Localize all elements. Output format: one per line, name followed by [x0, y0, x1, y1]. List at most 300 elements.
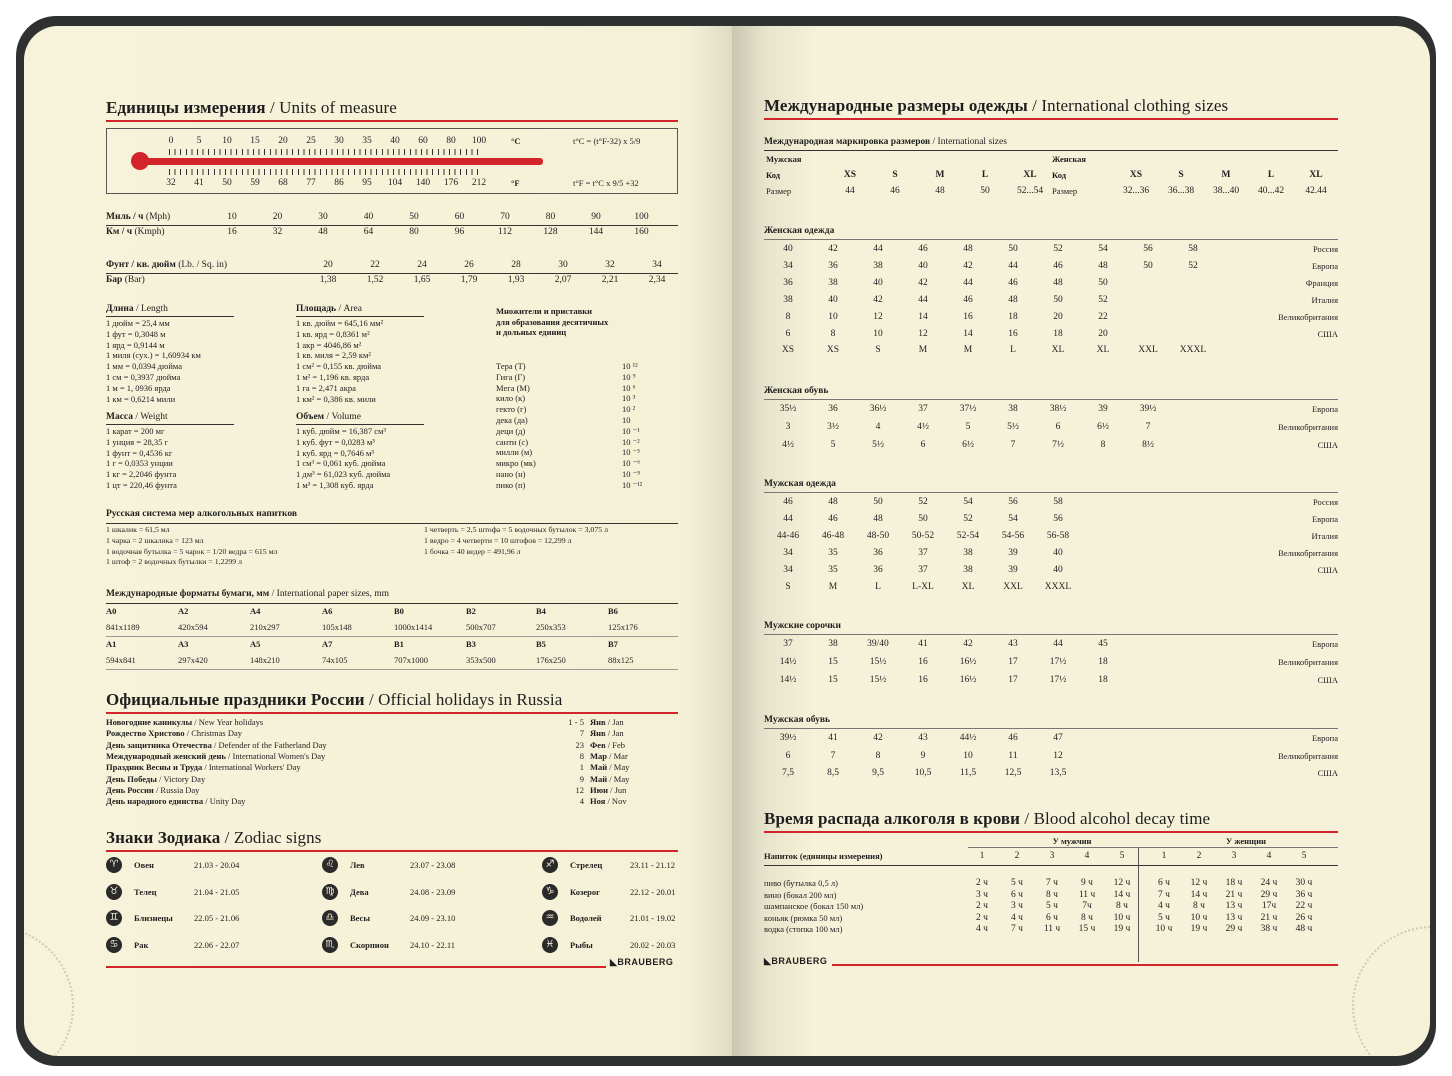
pressure-bar-value: 1,52	[366, 275, 384, 285]
zodiac-name: Скорпион	[350, 939, 389, 950]
size-cell: 58	[1188, 244, 1198, 254]
speed-mph-value: 100	[634, 212, 649, 222]
speed-divider	[106, 225, 678, 226]
size-cell: 52	[918, 497, 928, 507]
footer-divider	[106, 966, 606, 968]
fahrenheit-tick: 140	[415, 178, 431, 188]
size-country: Великобритания	[1278, 422, 1338, 432]
brand-mark-icon: ◣	[610, 957, 618, 967]
fahrenheit-tick: 95	[362, 178, 372, 188]
women-time: 21 ч	[1260, 912, 1278, 923]
zodiac-dates: 23.07 - 23.08	[410, 860, 456, 870]
fahrenheit-tick: 176	[443, 178, 459, 188]
size-cell: 56	[1008, 497, 1018, 507]
size-cell: 7	[830, 750, 836, 761]
drink-header: Напиток (единицы измерения)	[764, 851, 883, 861]
brand-logo	[610, 957, 673, 968]
units-title-en: / Units of measure	[265, 98, 397, 117]
zodiac-sign-icon: ♐	[542, 857, 558, 873]
list-item: 1 куб. дюйм = 16,387 см³	[296, 426, 386, 436]
size-cell: 38	[873, 260, 883, 271]
size-cell: 56	[1053, 514, 1063, 524]
section-divider	[764, 118, 1338, 120]
size-cell: 44	[1053, 639, 1063, 649]
size-cell: 16	[1008, 328, 1018, 339]
size-cell: 39	[1008, 565, 1018, 575]
size-cell: 18	[1008, 311, 1018, 322]
size-cell: 48	[828, 497, 838, 507]
size-country: Россия	[1313, 244, 1338, 254]
list-item: 1 см = 0,3937 дюйма	[106, 371, 181, 382]
size-cell: 6	[1055, 422, 1061, 432]
size-cell: 36½	[869, 404, 887, 414]
size-country: Франция	[1305, 277, 1338, 288]
list-item: 10 ⁻³	[622, 447, 640, 458]
size-cell: 17	[1008, 675, 1018, 685]
male-size: 46	[890, 186, 900, 196]
size-cell: 50	[918, 514, 928, 524]
list-item: 1 м = 1, 0936 ярда	[106, 382, 171, 393]
zodiac-sign-icon: ♎	[322, 910, 338, 926]
size-cell: 39	[1008, 548, 1018, 558]
holiday-month-en: / Jan	[605, 717, 624, 727]
size-cell: 44	[1008, 260, 1018, 271]
size-cell: 40	[1053, 565, 1063, 575]
celsius-tick: 35	[362, 136, 372, 146]
holiday-month	[590, 740, 625, 750]
size-cell: 5	[830, 440, 836, 450]
holiday-month	[590, 751, 628, 761]
size-cell: 48	[1098, 260, 1108, 271]
size-cell: 38½	[1049, 404, 1067, 414]
women-header: У женщин	[1225, 836, 1267, 846]
women-time: 36 ч	[1295, 889, 1313, 900]
list-item: 1 цт = 220,46 фунта	[106, 479, 177, 490]
women-time: 12 ч	[1190, 878, 1208, 888]
list-item: 1 фут = 0,3048 м	[106, 328, 166, 339]
paper-title	[106, 589, 389, 599]
zodiac-dates: 21.04 - 21.05	[194, 886, 240, 897]
size-cell: 36	[828, 404, 838, 414]
size-cell: 56	[1143, 244, 1153, 254]
brand-name: BRAUBERG	[771, 956, 828, 966]
holiday-day: 7	[579, 728, 584, 739]
size-cell: 38	[783, 294, 793, 305]
holiday-day: 9	[579, 773, 584, 784]
paper-cell: B4	[536, 606, 546, 616]
pressure-psi-value: 28	[511, 260, 521, 270]
list-item: 1 фунт = 0,4536 кг	[106, 447, 173, 458]
size-cell: XXXL	[1044, 582, 1072, 592]
clothing-title-ru: Международные размеры одежды	[764, 96, 1028, 115]
length-title-en: / Length	[133, 304, 168, 314]
holiday-month-ru: Янв	[590, 717, 606, 727]
male-header: Мужская	[766, 154, 802, 164]
size-cell: 20	[1098, 328, 1108, 339]
size-cell: 37½	[959, 404, 977, 414]
fahrenheit-tick: 86	[334, 178, 344, 188]
size-cell: S	[785, 582, 791, 592]
paper-cell: B1	[394, 639, 404, 649]
speed-mph-value: 30	[318, 212, 328, 222]
zodiac-dates: 20.02 - 20.03	[630, 939, 676, 950]
speed-kmh-value: 64	[363, 227, 374, 237]
female-size: 32...36	[1122, 186, 1150, 196]
holiday-month-en: / Feb	[605, 739, 626, 750]
speed-mph-value: 60	[454, 212, 465, 222]
women-time: 38 ч	[1260, 924, 1278, 934]
size-section-divider	[764, 492, 1338, 493]
zodiac-dates: 23.11 - 21.12	[630, 860, 676, 870]
paper-row-divider	[106, 669, 678, 670]
paper-cell: 353x500	[466, 655, 496, 665]
men-time: 6 ч	[1011, 889, 1023, 900]
size-section-title: Мужские сорочки	[764, 621, 841, 631]
list-item: 1 кг = 2,2046 фунта	[106, 469, 177, 480]
size-cell: 6	[785, 328, 791, 339]
men-unit: 4	[1084, 851, 1090, 861]
holiday-name-ru: Новогодние каникулы	[106, 717, 193, 727]
pressure-psi-value: 26	[464, 260, 474, 270]
list-item: 1 акр = 4046,86 м²	[296, 339, 362, 350]
paper-cell: B6	[608, 606, 618, 616]
holiday-name-en: / Christmas Day	[184, 728, 243, 739]
size-cell: 9,5	[872, 768, 884, 778]
paper-cell: 105x148	[322, 622, 352, 632]
holiday-name-en: / International Women's Day	[225, 750, 326, 761]
list-item: микро (мк)	[496, 458, 536, 469]
size-cell: 50	[1098, 277, 1108, 288]
size-cell: 40	[828, 294, 838, 305]
fahrenheit-formula: t°F = t°C x 9/5 +32	[573, 178, 639, 188]
men-time: 10 ч	[1113, 912, 1131, 923]
men-time: 14 ч	[1113, 889, 1131, 900]
size-country: Европа	[1311, 260, 1338, 271]
size-cell: XL	[1096, 345, 1110, 356]
speed-mph-label	[106, 212, 170, 222]
size-cell: 8	[875, 750, 881, 761]
holiday-month-ru: Янв	[590, 728, 606, 739]
women-time: 18 ч	[1225, 878, 1243, 888]
size-section-title: Мужская обувь	[764, 715, 831, 725]
zodiac-name: Телец	[134, 886, 157, 897]
volume-title-bold: Объем	[296, 412, 325, 422]
size-cell: 47	[1053, 733, 1063, 743]
size-cell: 36	[828, 260, 838, 271]
size-cell: 3	[785, 422, 791, 432]
size-cell: 37	[918, 565, 928, 575]
size-cell: 11	[1008, 750, 1018, 761]
women-time: 29 ч	[1260, 889, 1278, 900]
men-time: 9 ч	[1081, 878, 1093, 888]
pressure-bar-label-unit: (Bar)	[122, 275, 145, 285]
list-item: 1 бочка = 40 ведер = 491,96 л	[424, 546, 521, 556]
size-cell: 8½	[1142, 440, 1154, 450]
holiday-month-ru: Май	[590, 773, 608, 784]
size-cell: 42	[873, 294, 883, 305]
holiday-name-en: / Unity Day	[203, 796, 246, 807]
speed-kmh-value: 128	[543, 227, 558, 237]
size-country: Великобритания	[1278, 750, 1338, 761]
size-cell: 46-48	[821, 531, 845, 541]
zodiac-name: Рак	[134, 939, 149, 950]
size-cell: M	[828, 582, 838, 592]
units-title	[106, 98, 397, 118]
paper-cell: B3	[466, 639, 476, 649]
list-item: 1 миля (сух.) = 1,60934 км	[106, 350, 201, 361]
size-cell: 42	[828, 244, 838, 254]
paper-divider	[106, 603, 678, 604]
drink-name: водка (стопка 100 мл)	[764, 924, 843, 934]
women-time: 7 ч	[1158, 889, 1170, 900]
paper-title-en: / International paper sizes, mm	[269, 589, 390, 599]
mass-title-bold: Масса	[106, 412, 134, 422]
list-item: 1 м³ = 1,308 куб. ярда	[296, 479, 374, 490]
list-item: 10	[622, 414, 631, 425]
holiday-day: 1	[579, 762, 584, 773]
speed-mph-value: 50	[409, 212, 419, 222]
list-item: гекто (г)	[496, 404, 527, 415]
speed-kmh-value: 96	[454, 227, 465, 237]
list-item: 10 ⁶	[622, 382, 636, 393]
holiday-month-en: / Jan	[605, 728, 624, 739]
male-size: 48	[935, 186, 945, 196]
pressure-bar-value: 2,34	[648, 275, 666, 285]
women-time: 30 ч	[1295, 878, 1313, 888]
list-item: для образования десятичных	[496, 316, 609, 327]
list-item: санти (с)	[496, 436, 529, 447]
female-size: 38...40	[1212, 186, 1240, 196]
size-cell: 14½	[779, 657, 797, 667]
women-time: 14 ч	[1190, 889, 1208, 900]
pressure-psi-value: 32	[605, 260, 615, 270]
paper-cell: A6	[322, 606, 333, 616]
size-cell: 37	[918, 404, 928, 414]
holiday-month-ru: Мар	[590, 750, 607, 761]
list-item: 1 четверть = 2,5 штофа = 5 водочных бутылок = 3,075 л	[424, 525, 608, 534]
size-cell: 43	[1008, 639, 1018, 649]
list-item: 1 дм³ = 61,023 куб. дюйма	[296, 469, 391, 480]
zodiac-name: Козерог	[570, 886, 601, 897]
size-cell: 46	[963, 294, 973, 305]
celsius-tick: 5	[196, 136, 202, 146]
male-size: 50	[980, 186, 990, 196]
speed-mph-value: 70	[500, 212, 510, 222]
size-cell: 48-50	[866, 531, 890, 541]
mass-underline	[106, 424, 234, 425]
size-country: Италия	[1311, 531, 1338, 541]
men-time: 6 ч	[1046, 912, 1058, 923]
list-item: 1 карат = 200 мг	[106, 426, 165, 436]
holiday-day: 23	[575, 739, 584, 750]
speed-mph-value: 80	[545, 212, 556, 222]
list-item: 1 кв. дюйм = 645,16 мм²	[296, 318, 384, 328]
women-time: 19 ч	[1190, 924, 1208, 934]
paper-cell: B5	[536, 639, 546, 649]
alcohol-decay-title	[764, 809, 1210, 829]
fahrenheit-unit: °F	[511, 178, 520, 188]
pressure-psi-label-bold: Фунт / кв. дюйм	[106, 260, 176, 270]
female-code: S	[1178, 170, 1184, 180]
size-cell: 44	[963, 277, 973, 288]
speed-kmh-label	[106, 227, 165, 237]
length-title	[106, 304, 168, 314]
size-cell: 38	[828, 277, 838, 288]
size-cell: 52	[963, 514, 973, 524]
size-cell: 40	[783, 244, 793, 254]
size-cell: 16	[918, 675, 928, 685]
size-cell: 38	[963, 565, 973, 575]
size-cell: 46	[918, 244, 928, 254]
zodiac-name: Овен	[134, 860, 154, 870]
size-cell: 8,5	[827, 768, 839, 778]
pressure-psi-label	[106, 260, 227, 270]
fahrenheit-tick: 68	[278, 178, 288, 188]
size-cell: 16	[963, 311, 973, 322]
brand-logo	[764, 956, 827, 967]
pressure-bar-label	[106, 275, 145, 285]
size-cell: 37	[918, 548, 928, 558]
pressure-bar-value: 2,21	[601, 275, 619, 285]
list-item: 1 штоф = 2 водочных бутылки = 1,2299 л	[106, 557, 243, 567]
volume-title-en: / Volume	[324, 412, 361, 422]
size-cell: 5	[965, 422, 971, 432]
paper-cell: 420x594	[178, 622, 208, 632]
paper-cell: 841x1189	[106, 622, 140, 632]
speed-kmh-label-bold: Км / ч	[106, 227, 133, 237]
size-cell: 38	[1008, 404, 1018, 414]
zodiac-sign-icon: ♒	[542, 910, 558, 926]
men-time: 8 ч	[1046, 889, 1058, 900]
list-item: Мега (М)	[496, 382, 530, 393]
size-cell: XS	[781, 345, 795, 356]
list-item: Тера (Т)	[496, 361, 526, 371]
celsius-tick: 25	[306, 136, 316, 146]
men-unit: 2	[1014, 851, 1020, 861]
male-code: M	[935, 170, 945, 180]
holiday-row	[106, 728, 242, 738]
size-country: США	[1317, 565, 1338, 575]
speed-mph-value: 40	[363, 212, 374, 222]
paper-cell: 594x841	[106, 655, 136, 665]
women-time: 4 ч	[1158, 901, 1170, 911]
zodiac-name: Стрелец	[570, 860, 603, 870]
zodiac-dates: 21.03 - 20.04	[194, 860, 240, 870]
size-country: США	[1317, 328, 1338, 339]
size-cell: 48	[963, 244, 973, 254]
area-underline	[296, 316, 424, 317]
holiday-month	[590, 728, 624, 738]
list-item: 1 км² = 0,386 кв. мили	[296, 393, 376, 404]
holiday-name-ru: День России	[106, 784, 154, 795]
holiday-month-en: / Mar	[607, 750, 628, 761]
celsius-tick: 80	[446, 136, 456, 146]
pressure-psi-value: 24	[417, 260, 427, 270]
list-item: милли (м)	[496, 447, 533, 458]
size-cell: 54	[1008, 514, 1018, 524]
zodiac-dates: 22.05 - 21.06	[194, 913, 240, 923]
women-time: 26 ч	[1295, 912, 1313, 923]
pressure-psi-value: 22	[370, 260, 380, 270]
celsius-tick: 40	[390, 136, 400, 146]
size-cell: 15½	[869, 657, 887, 667]
holiday-month-ru: Июн	[590, 784, 609, 795]
size-country: США	[1317, 768, 1338, 778]
section-divider	[106, 712, 678, 714]
zodiac-sign-icon: ♉	[106, 884, 122, 900]
decay-header-divider	[968, 847, 1338, 848]
decorative-dots	[24, 926, 74, 1056]
men-time: 11 ч	[1078, 889, 1096, 900]
size-cell: 7½	[1052, 440, 1064, 450]
holiday-month	[590, 774, 629, 784]
list-item: 10 ⁹	[622, 371, 636, 382]
alcohol-measures-divider	[106, 523, 678, 524]
list-item: 10 ⁻⁹	[622, 468, 641, 479]
men-header: У мужчин	[1052, 836, 1092, 846]
area-title-en: / Area	[336, 304, 362, 314]
speed-mph-value: 10	[227, 212, 237, 222]
women-time: 6 ч	[1158, 878, 1170, 888]
size-cell: 10	[828, 311, 838, 322]
speed-mph-label-bold: Миль / ч	[106, 212, 144, 222]
list-item: 10 ⁻¹²	[622, 479, 643, 490]
size-cell: 18	[1098, 657, 1108, 667]
units-title-ru: Единицы измерения	[106, 98, 266, 117]
size-cell: 6	[785, 750, 791, 761]
holidays-title-en: / Official holidays in Russia	[364, 690, 563, 709]
zodiac-sign-icon: ♈	[106, 857, 122, 873]
size-cell: 14	[918, 311, 928, 322]
men-time: 3 ч	[1011, 901, 1023, 911]
list-item: 1 га = 2,471 акра	[296, 382, 356, 393]
paper-cell: 500x707	[466, 622, 496, 632]
paper-cell: 176x250	[536, 655, 566, 665]
size-cell: 10,5	[914, 768, 932, 778]
size-cell: 36	[873, 548, 883, 558]
holiday-row	[106, 796, 245, 806]
speed-kmh-label-unit: (Kmph)	[132, 227, 165, 237]
list-item: 1 кв. миля = 2,59 км²	[296, 350, 371, 361]
decay-vertical-divider	[1138, 848, 1139, 962]
men-time: 19 ч	[1113, 924, 1131, 934]
section-divider	[106, 850, 678, 852]
men-time: 12 ч	[1113, 878, 1131, 888]
size-cell: 39	[1098, 404, 1108, 414]
size-cell: 42	[963, 639, 973, 649]
drink-name: шампанское (бокал 150 мл)	[764, 901, 864, 911]
size-cell: 34	[783, 565, 793, 575]
male-size: 52...54	[1016, 186, 1044, 196]
size-country: США	[1317, 440, 1338, 450]
celsius-tick: 20	[278, 136, 288, 146]
size-cell: 39½	[1139, 404, 1157, 414]
list-item: 1 м² = 1,196 кв. ярда	[296, 371, 370, 382]
men-time: 7 ч	[1046, 878, 1058, 888]
zodiac-sign-icon: ♓	[542, 937, 558, 953]
holiday-name-en: / New Year holidays	[192, 717, 264, 727]
drink-name: пиво (бутылка 0,5 л)	[764, 878, 838, 888]
female-header: Женская	[1052, 154, 1087, 164]
holiday-month	[590, 762, 629, 772]
women-time: 48 ч	[1295, 924, 1313, 934]
size-cell: 6	[920, 440, 926, 450]
holiday-month	[590, 796, 627, 806]
thermometer-scale	[106, 128, 678, 194]
zodiac-dates: 24.08 - 23.09	[410, 886, 456, 897]
celsius-tick: 100	[471, 136, 487, 146]
speed-kmh-value: 16	[227, 227, 237, 237]
